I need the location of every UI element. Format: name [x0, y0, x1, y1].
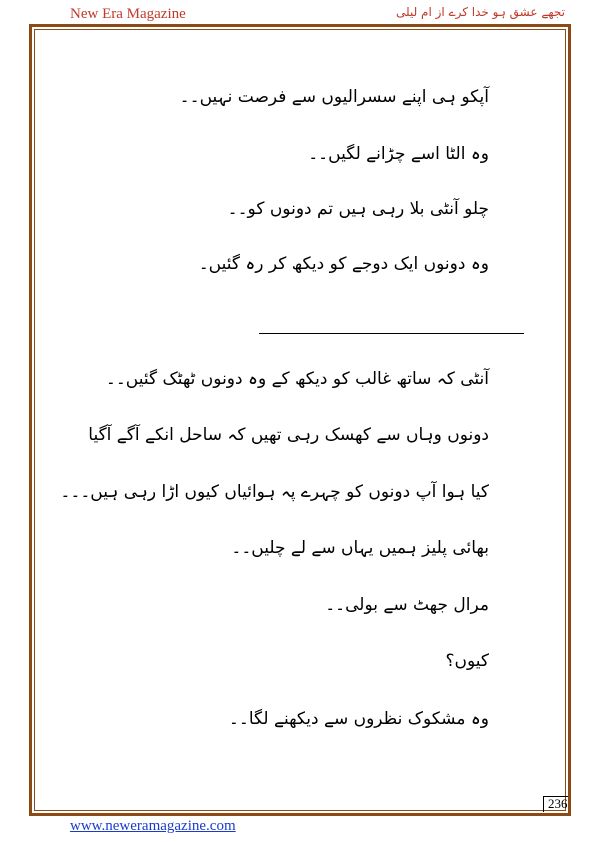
text-line: آپکو ہی اپنے سسرالیوں سے فرصت نہیں۔۔	[179, 87, 489, 107]
text-line: چلو آنٹی بلا رہی ہیں تم دونوں کو۔۔	[227, 199, 489, 219]
website-link[interactable]: www.neweramagazine.com	[70, 818, 236, 834]
page-number: 236	[548, 796, 568, 811]
magazine-name: New Era Magazine	[70, 6, 186, 22]
text-line: دونوں وہاں سے کھسک رہی تھیں کہ ساحل انکے آگے آگیا	[88, 425, 489, 445]
text-line: آنٹی کہ ساتھ غالب کو دیکھ کے وہ دونوں ٹھٹک گئیں۔۔	[105, 369, 489, 389]
text-line: وہ الٹا اسے چڑانے لگیں۔۔	[308, 144, 489, 164]
novel-title: تجھے عشق ہو خدا کرے از ام لیلی	[395, 5, 565, 19]
text-line: وہ مشکوک نظروں سے دیکھنے لگا۔۔	[228, 709, 489, 729]
section-divider	[259, 333, 524, 334]
text-line: بھائی پلیز ہمیں یہاں سے لے چلیں۔۔	[231, 538, 489, 558]
text-line: مرال جھٹ سے بولی۔۔	[325, 595, 489, 615]
text-line: کیوں؟	[445, 651, 489, 671]
text-line: وہ دونوں ایک دوجے کو دیکھ کر رہ گئیں۔	[198, 254, 489, 274]
text-line: کیا ہوا آپ دونوں کو چہرے پہ ہوائیاں کیوں اڑا رہی ہیں۔۔۔	[60, 482, 489, 502]
